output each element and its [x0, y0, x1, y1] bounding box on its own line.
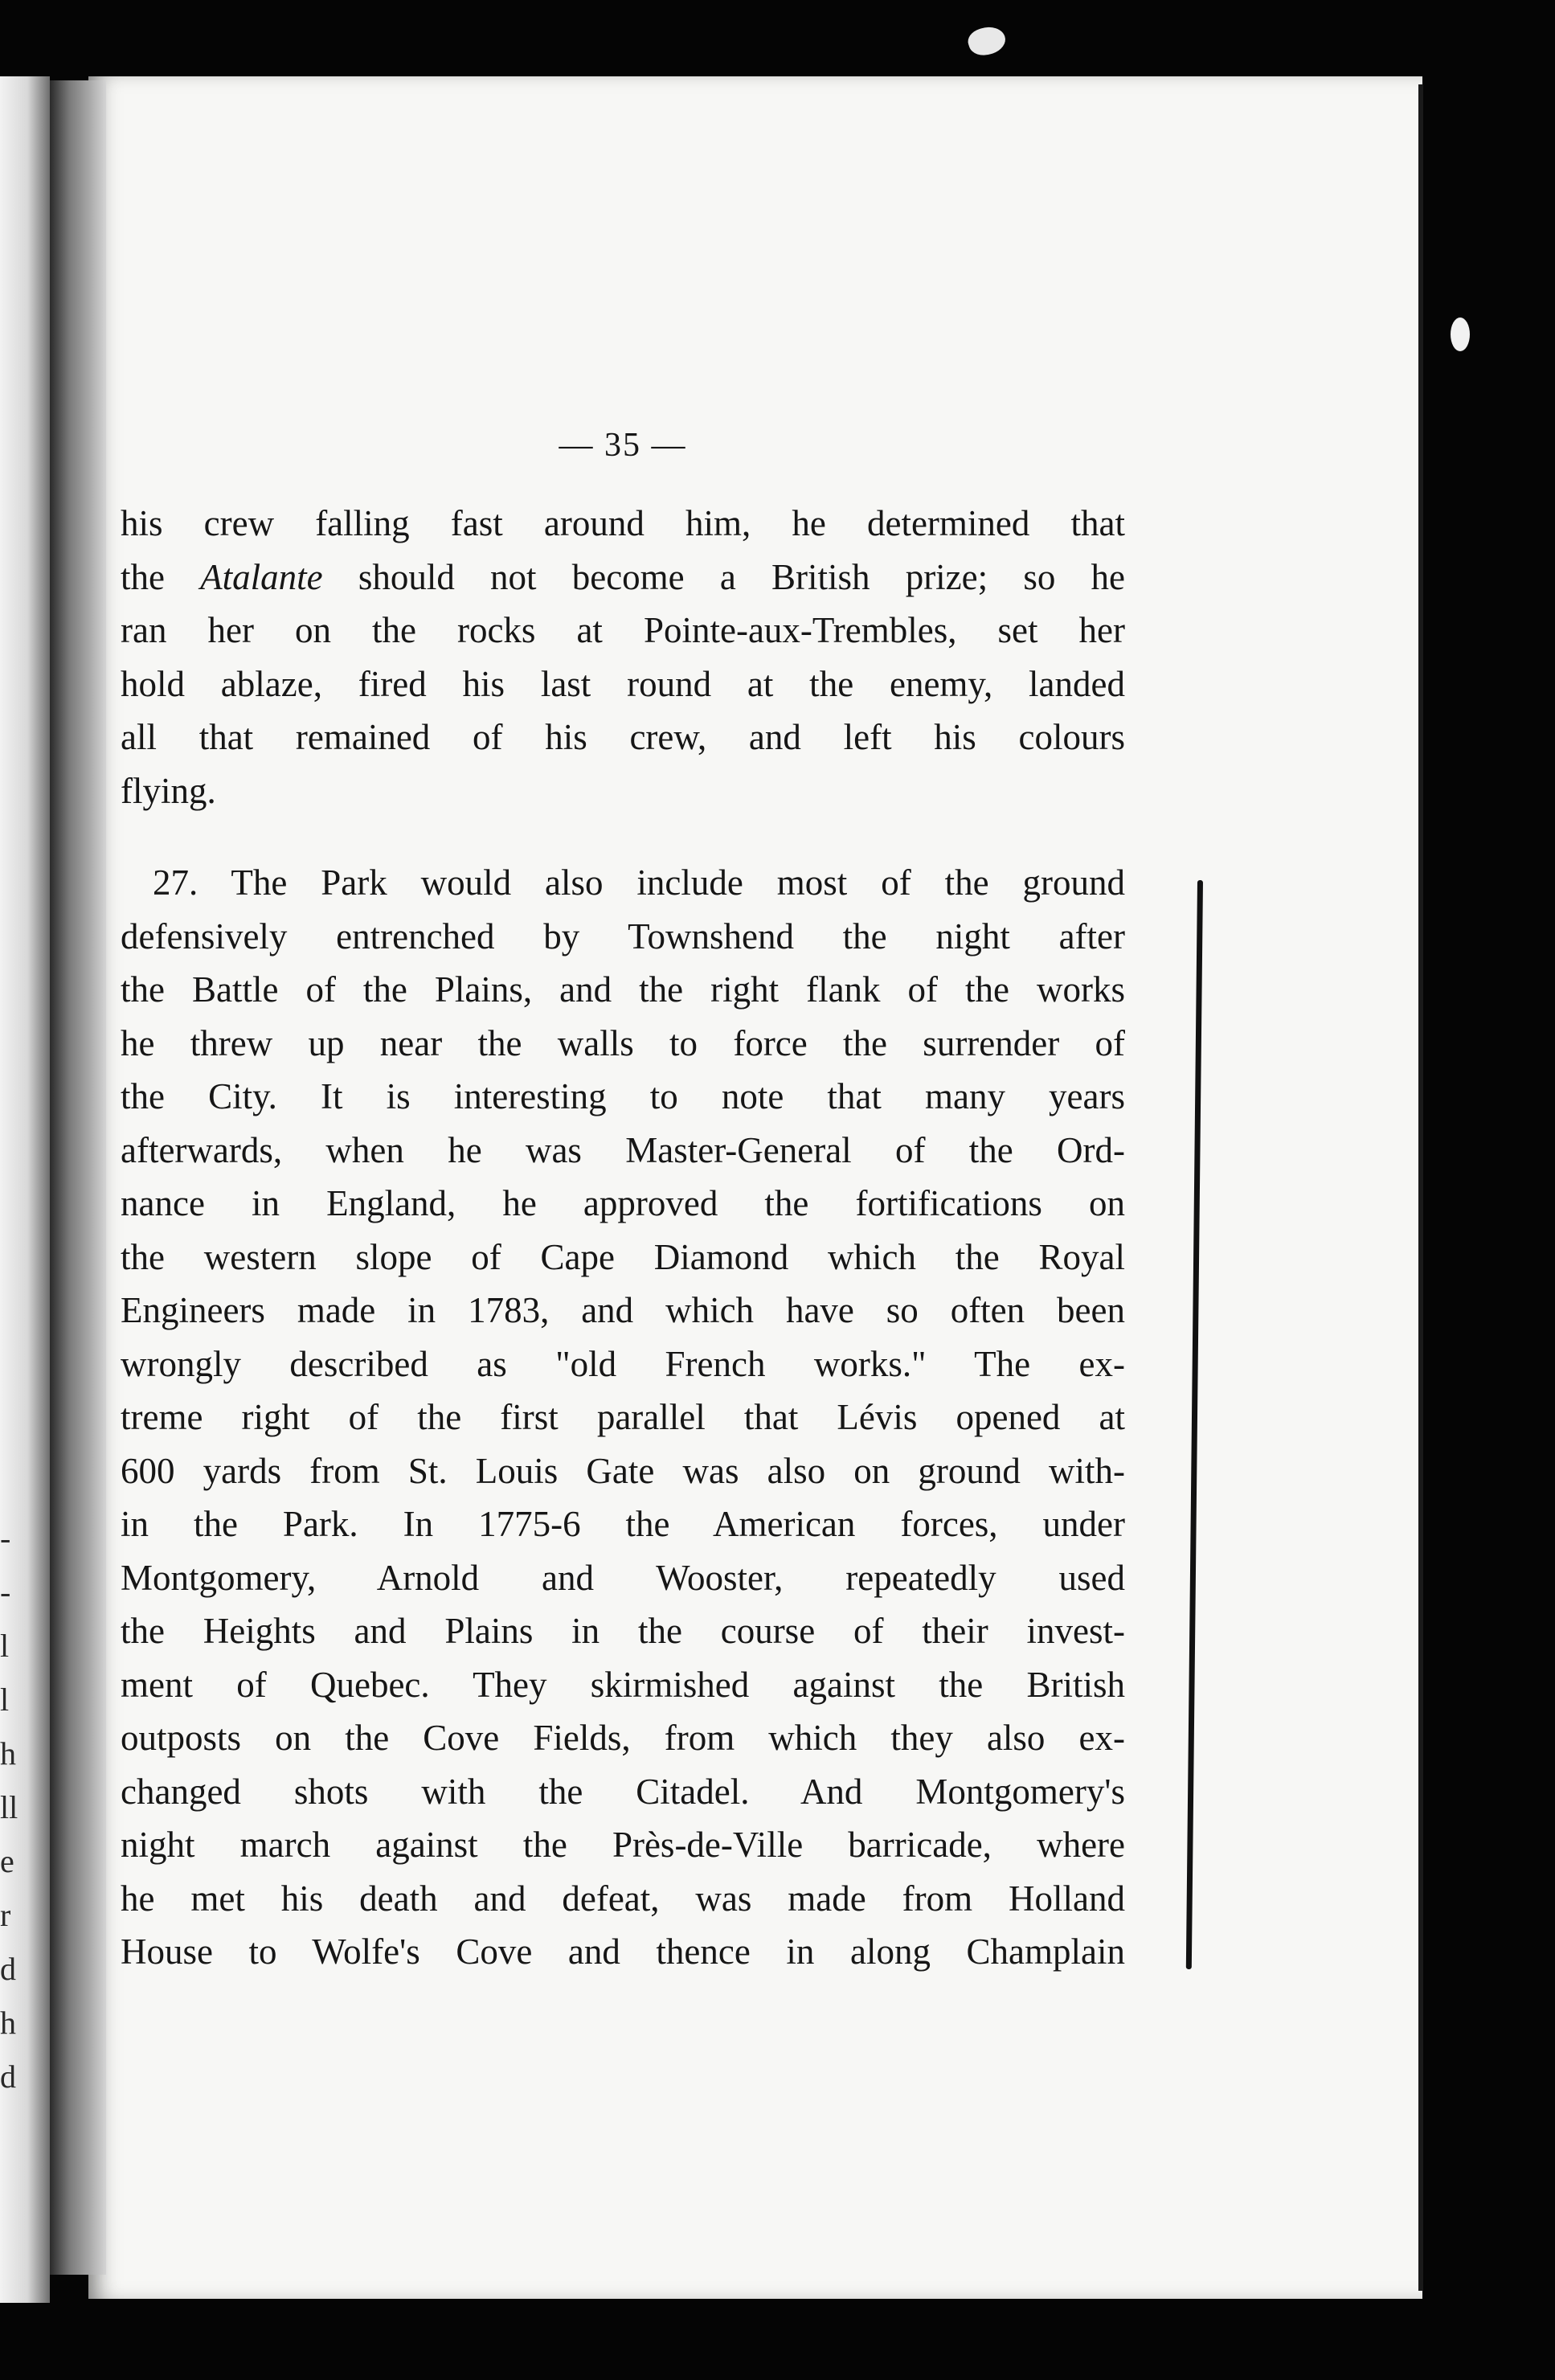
text-line: hold ablaze, fired his last round at the enemy, landed	[121, 663, 1125, 704]
text-line: the western slope of Cape Diamond which the Royal	[121, 1236, 1125, 1277]
fragment: h	[0, 1735, 16, 1772]
text-line: the Atalante should not become a British prize; so he	[121, 556, 1125, 597]
text-line: 600 yards from St. Louis Gate was also on ground with-	[121, 1450, 1125, 1491]
fragment: l	[0, 1628, 10, 1664]
text-line: in the Park. In 1775-6 the American forces, under	[121, 1504, 1125, 1544]
text-line: afterwards, when he was Master-General of the Ord-	[121, 1129, 1125, 1170]
text-line: night march against the Près-de-Ville barricade, where	[121, 1825, 1125, 1865]
text-line: treme right of the first parallel that Lévis opened at	[121, 1397, 1125, 1437]
text-line: wrongly described as "old French works." The ex-	[121, 1343, 1125, 1384]
fragment: d	[0, 1951, 16, 1987]
text-line: flying.	[121, 770, 216, 811]
scan-speck	[1451, 317, 1470, 351]
text-line: ran her on the rocks at Pointe-aux-Trembles, set her	[121, 610, 1125, 650]
fragment: h	[0, 2005, 16, 2041]
text-line: changed shots with the Citadel. And Montgomery's	[121, 1771, 1125, 1812]
fragment: -	[0, 1574, 11, 1610]
fragment: ll	[0, 1789, 18, 1825]
text-line: nance in England, he approved the fortifications on	[121, 1183, 1125, 1223]
text-line: defensively entrenched by Townshend the night after	[121, 916, 1125, 957]
text-line: the Battle of the Plains, and the right flank of the works	[121, 969, 1125, 1010]
paragraph-2	[121, 856, 1125, 1979]
text-line: he threw up near the walls to force the surrender of	[121, 1022, 1125, 1063]
text-line: the Heights and Plains in the course of their invest-	[121, 1611, 1125, 1651]
fragment: e	[0, 1843, 14, 1879]
facing-page-fragments	[0, 1511, 24, 2103]
fragment: l	[0, 1682, 10, 1718]
text-line: Engineers made in 1783, and which have so often been	[121, 1290, 1125, 1330]
scan-smudge	[965, 23, 1009, 60]
text-line: outposts on the Cove Fields, from which they also ex-	[121, 1718, 1125, 1758]
page-number: — 35 —	[559, 427, 687, 464]
page-text	[121, 426, 1125, 1979]
text-line: his crew falling fast around him, he determined that	[121, 503, 1125, 543]
paragraph-1	[121, 497, 1125, 817]
fragment: d	[0, 2058, 16, 2095]
text-line: ment of Quebec. They skirmished against the British	[121, 1664, 1125, 1705]
page-gutter-shadow	[50, 80, 106, 2275]
fragment: r	[0, 1897, 11, 1933]
fragment: -	[0, 1520, 11, 1556]
text-line: all that remained of his crew, and left his colours	[121, 717, 1125, 757]
text-line: House to Wolfe's Cove and thence in along Champlain	[121, 1931, 1125, 1972]
text-line: 27. The Park would also include most of the ground	[153, 862, 1125, 903]
ship-name: Atalante	[200, 556, 323, 597]
page-right-edge	[1418, 84, 1423, 2291]
text-line: the City. It is interesting to note that many years	[121, 1076, 1125, 1116]
text-line: Montgomery, Arnold and Wooster, repeatedly used	[121, 1557, 1125, 1598]
text-line: he met his death and defeat, was made from Holland	[121, 1878, 1125, 1919]
